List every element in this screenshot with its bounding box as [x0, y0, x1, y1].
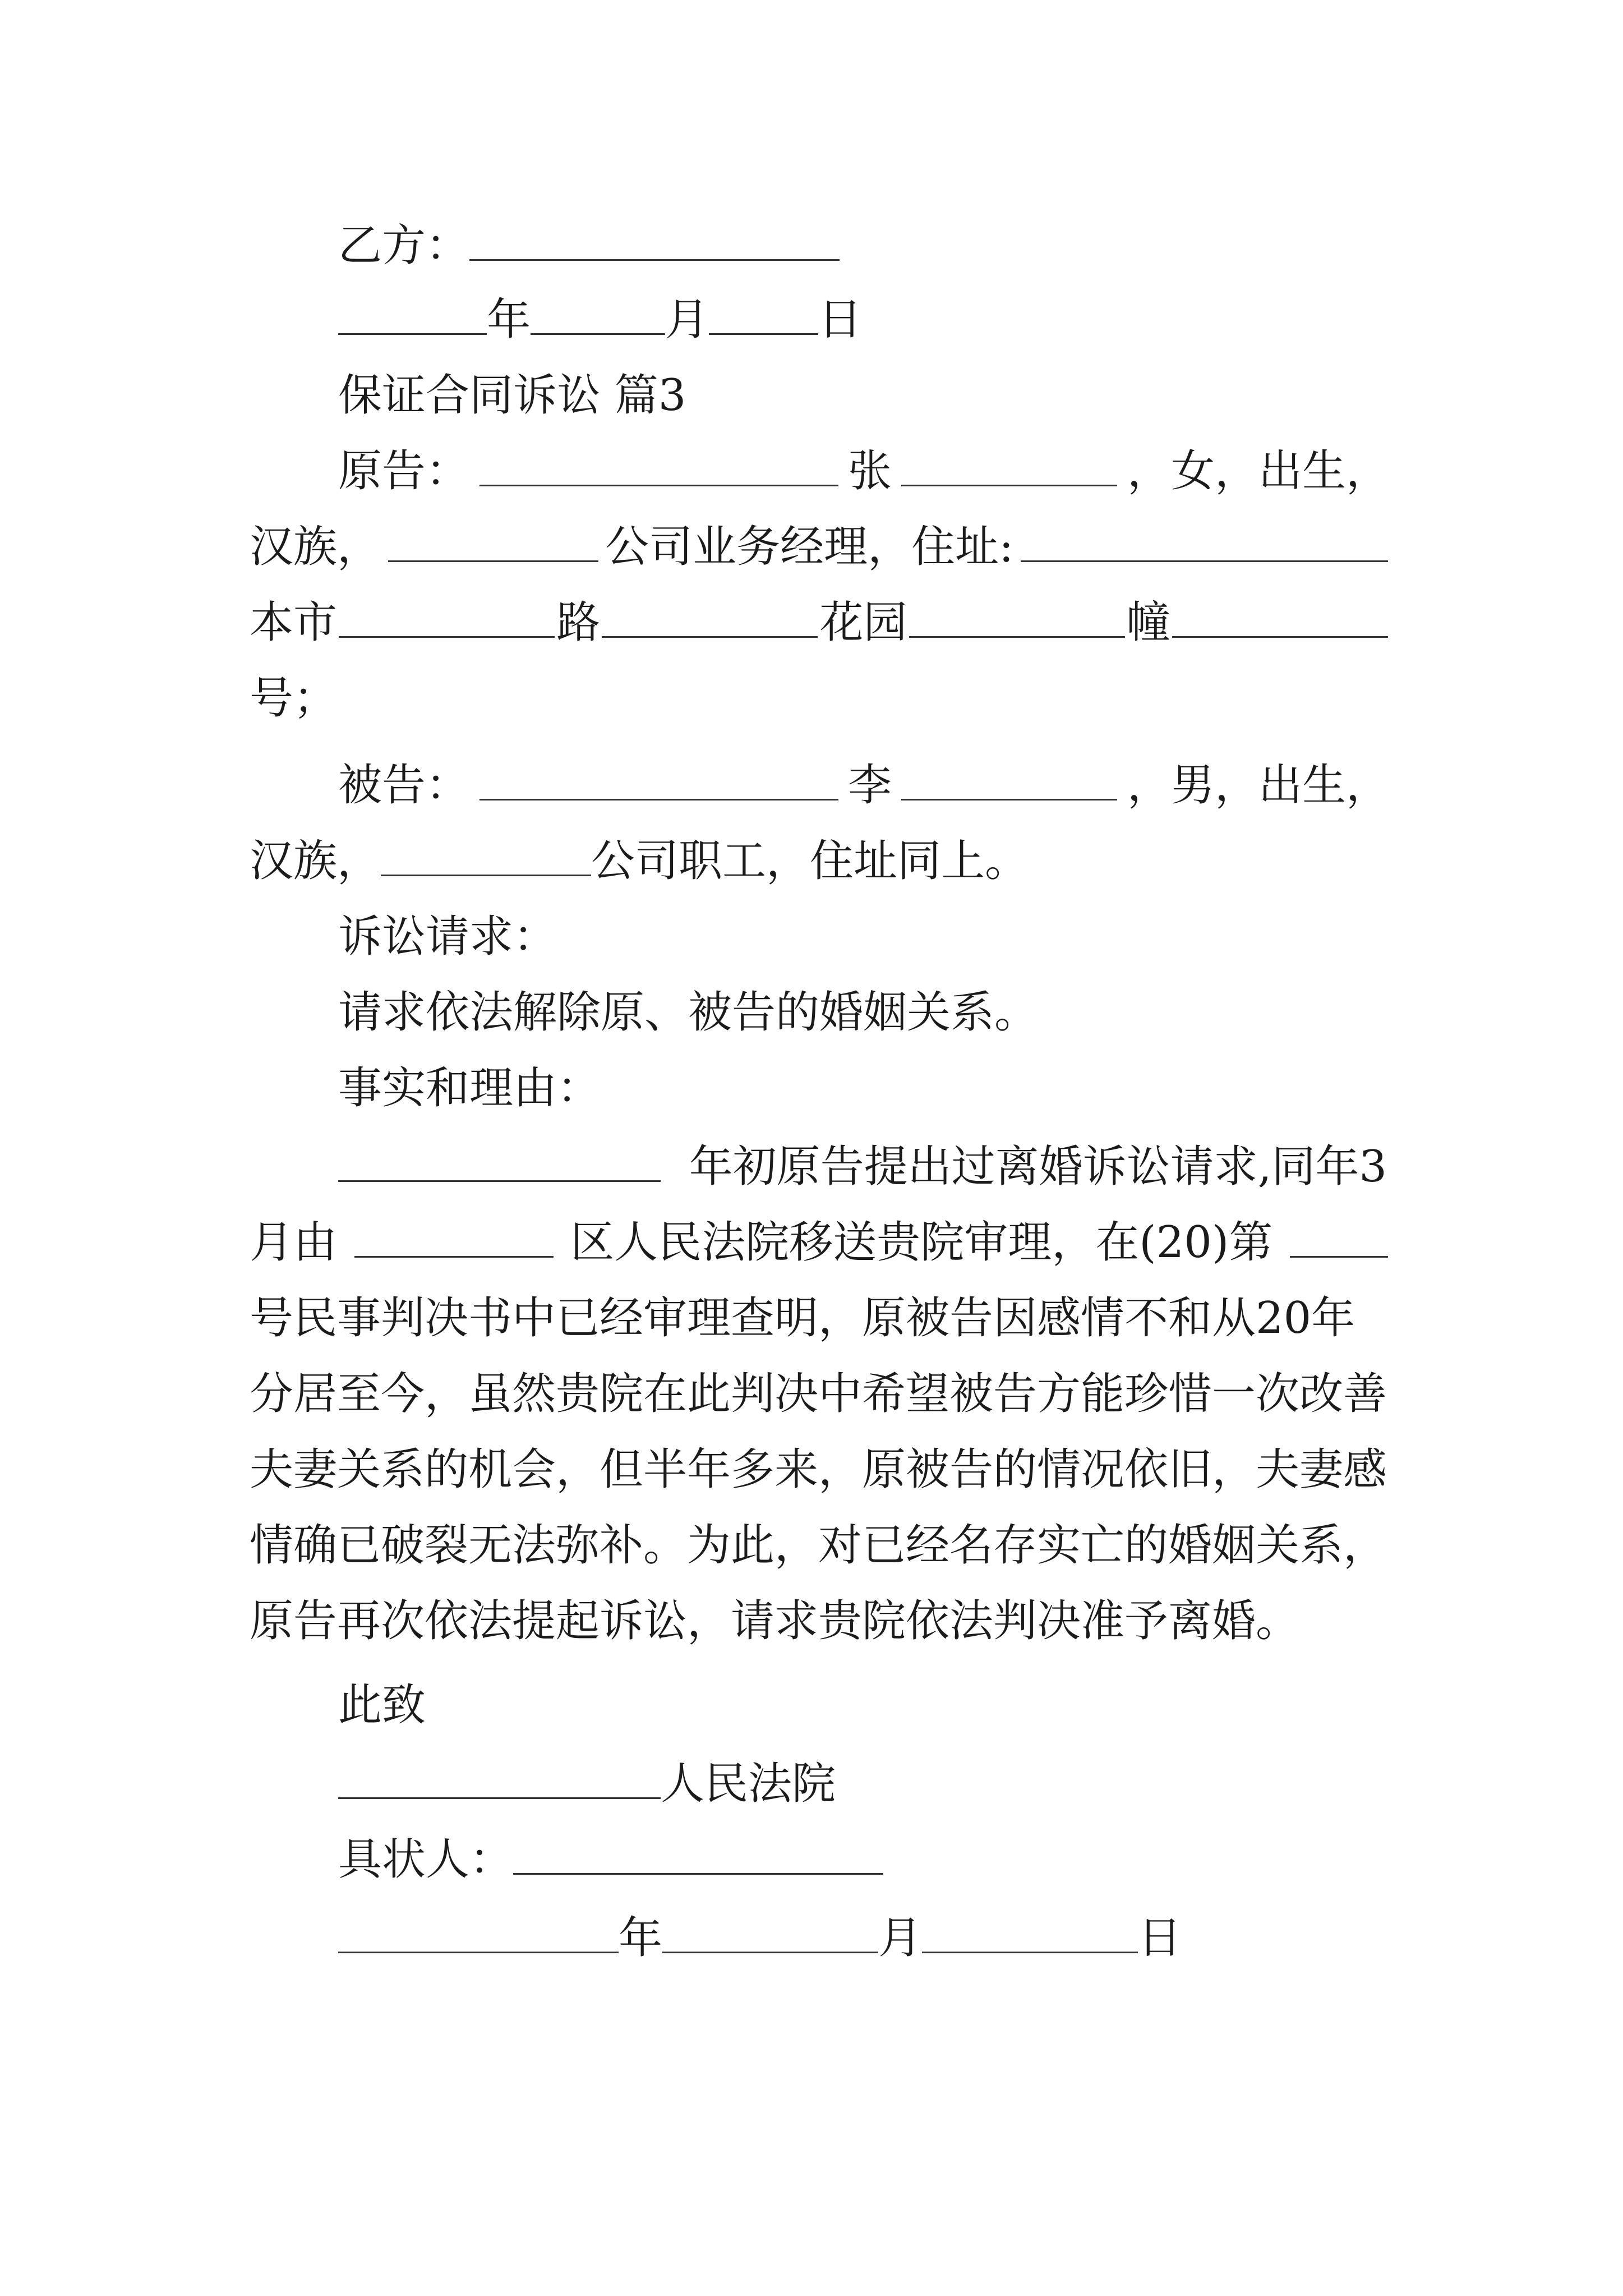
facts-line-7: [250, 1588, 1299, 1655]
plaintiff-job-address: 公司业务经理，住址:: [605, 522, 1014, 572]
plaintiff-gender-birth: ，女，出生，: [1127, 446, 1390, 496]
defendant-blank-2: [901, 764, 1117, 800]
facts-case-number-blank: [1290, 1221, 1388, 1258]
facts-line-1-text: 年初原告提出过离婚诉讼请求,同年3: [689, 1142, 1387, 1192]
defendant-blank-1: [479, 764, 838, 800]
court-label: 人民法院: [661, 1759, 836, 1809]
year-label: 年: [487, 295, 531, 345]
facts-line-4-text: 分居至今，虽然贵院在此判决中希望被告方能珍惜一次改善: [250, 1369, 1387, 1419]
facts-line-3-text: 号民事判决书中已经审理查明，原被告因感情不和从20年: [250, 1293, 1355, 1343]
facts-line-6-text: 情确已破裂无法弥补。为此，对已经名存实亡的婚姻关系，: [250, 1520, 1387, 1571]
facts-line-5-text: 夫妻关系的机会，但半年多来，原被告的情况依旧，夫妻感: [250, 1444, 1387, 1495]
defendant-line-2: [250, 827, 1029, 895]
facts-line-2-a: 月由: [250, 1217, 338, 1268]
month-blank: [531, 298, 665, 335]
year-blank: [338, 298, 487, 335]
facts-line-4: [250, 1360, 1388, 1428]
city-blank: [339, 601, 555, 638]
closing-year-label: 年: [619, 1913, 663, 1963]
claims-heading: 诉讼请求：: [338, 912, 557, 962]
signer-blank: [513, 1838, 883, 1875]
defendant-company-blank: [381, 840, 591, 876]
facts-year-blank: [338, 1145, 661, 1182]
facts-line-2-b: 区人民法院移送贵院审理，在(20)第: [570, 1217, 1273, 1268]
party-b-label: 乙方：: [338, 220, 470, 271]
day-blank: [709, 298, 818, 335]
signer-line: [338, 1826, 883, 1893]
defendant-job-address: 公司职工，住址同上。: [591, 836, 1029, 886]
building-blank: [1172, 601, 1388, 638]
month-label: 月: [665, 295, 709, 345]
facts-heading: 事实和理由：: [338, 1063, 601, 1114]
closing-day-blank: [922, 1917, 1138, 1953]
plaintiff-number: 号；: [250, 673, 338, 724]
city-label: 本市: [250, 597, 338, 648]
plaintiff-name: 张: [847, 446, 892, 496]
garden-blank: [909, 601, 1125, 638]
plaintiff-blank-2: [901, 450, 1117, 486]
facts-district-blank: [354, 1221, 554, 1258]
plaintiff-line-3: [250, 589, 1388, 656]
road-label: 路: [556, 597, 601, 648]
plaintiff-company-blank: [388, 526, 598, 562]
plaintiff-label: 原告：: [338, 446, 470, 496]
claims-text: 请求依法解除原、被告的婚姻关系。: [338, 987, 1039, 1038]
party-b-line: [338, 212, 840, 279]
facts-line-5: [250, 1436, 1388, 1503]
defendant-label: 被告：: [338, 760, 470, 811]
facts-line-2: [250, 1209, 1388, 1276]
closing-day-label: 日: [1138, 1913, 1182, 1963]
court-blank: [338, 1763, 661, 1799]
facts-line-7-text: 原告再次依法提起诉讼，请求贵院依法判决准予离婚。: [250, 1596, 1300, 1646]
defendant-gender-birth: ，男，出生，: [1127, 760, 1390, 811]
date-line-2: [338, 1904, 1182, 1972]
closing-month-blank: [662, 1917, 878, 1953]
signer-label: 具状人：: [338, 1834, 514, 1885]
plaintiff-ethnicity: 汉族，: [250, 522, 381, 572]
plaintiff-line-1: [338, 438, 1390, 505]
court-line: [338, 1750, 836, 1818]
plaintiff-address-blank: [1021, 526, 1388, 562]
party-b-blank: [469, 224, 840, 261]
facts-line-1: [338, 1133, 1387, 1200]
salutation: 此致: [338, 1680, 426, 1731]
building-label: 幢: [1126, 597, 1170, 648]
closing-month-label: 月: [878, 1913, 923, 1963]
plaintiff-line-2: [250, 513, 1388, 581]
defendant-ethnicity: 汉族，: [250, 836, 381, 886]
road-blank: [602, 601, 818, 638]
date-line-1: [338, 286, 862, 353]
defendant-line-1: [338, 752, 1390, 819]
day-label: 日: [818, 295, 863, 345]
defendant-name: 李: [847, 760, 892, 811]
plaintiff-blank-1: [479, 450, 838, 486]
closing-year-blank: [338, 1917, 619, 1953]
garden-label: 花园: [819, 597, 907, 648]
section-title: 保证合同诉讼 篇3: [338, 370, 686, 421]
facts-line-3: [250, 1285, 1388, 1352]
facts-line-6: [250, 1512, 1388, 1579]
